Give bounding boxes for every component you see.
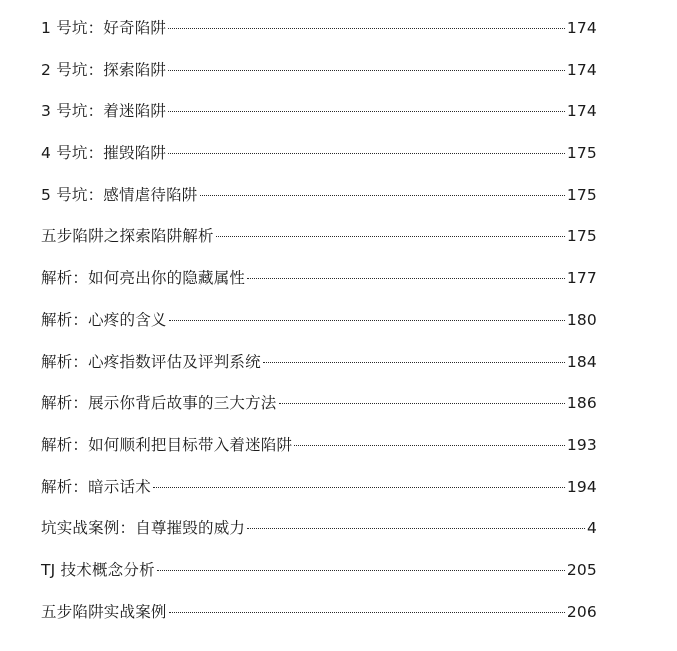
- toc-page-number: 175: [566, 227, 597, 246]
- toc-page-number: 174: [566, 102, 597, 121]
- toc-page-number: 205: [566, 560, 597, 579]
- toc-page-number: 193: [566, 435, 597, 454]
- toc-entry-title: 4 号坑：摧毁陷阱: [41, 144, 167, 163]
- toc-dot-leader: [168, 152, 565, 154]
- toc-dot-leader: [216, 235, 565, 237]
- toc-dot-leader: [157, 569, 565, 571]
- toc-entry-title: 五步陷阱之探索陷阱解析: [41, 227, 214, 246]
- toc-entry-title: 解析：暗示话术: [41, 477, 151, 496]
- toc-dot-leader: [247, 277, 565, 279]
- toc-entry-title: 3 号坑：着迷陷阱: [41, 102, 167, 121]
- table-of-contents: [41, 10, 597, 635]
- toc-entry[interactable]: [41, 135, 597, 177]
- toc-dot-leader: [263, 361, 565, 363]
- toc-dot-leader: [153, 486, 565, 488]
- toc-entry[interactable]: [41, 52, 597, 94]
- toc-entry[interactable]: [41, 302, 597, 344]
- toc-entry[interactable]: [41, 469, 597, 511]
- toc-page-number: 180: [566, 310, 597, 329]
- toc-dot-leader: [279, 402, 565, 404]
- toc-entry[interactable]: [41, 385, 597, 427]
- toc-entry[interactable]: [41, 93, 597, 135]
- toc-dot-leader: [200, 194, 565, 196]
- toc-page-number: 177: [566, 269, 597, 288]
- toc-page-number: 206: [566, 602, 597, 621]
- toc-entry-title: TJ 技术概念分析: [41, 560, 155, 579]
- toc-entry-title: 解析：如何顺利把目标带入着迷陷阱: [41, 435, 293, 454]
- toc-dot-leader: [168, 69, 565, 71]
- toc-page-number: 184: [566, 352, 597, 371]
- toc-entry-title: 解析：心疼的含义: [41, 310, 167, 329]
- toc-entry[interactable]: [41, 427, 597, 469]
- toc-dot-leader: [168, 110, 565, 112]
- toc-entry[interactable]: [41, 218, 597, 260]
- toc-entry[interactable]: [41, 594, 597, 636]
- toc-entry[interactable]: [41, 260, 597, 302]
- toc-page-number: 175: [566, 185, 597, 204]
- toc-entry-title: 五步陷阱实战案例: [41, 602, 167, 621]
- toc-dot-leader: [169, 319, 565, 321]
- toc-entry-title: 1 号坑：好奇陷阱: [41, 19, 167, 37]
- toc-page-number: 4: [586, 519, 597, 538]
- toc-page-number: 174: [566, 19, 597, 37]
- toc-entry[interactable]: [41, 510, 597, 552]
- toc-page-number: 194: [566, 477, 597, 496]
- toc-dot-leader: [247, 527, 585, 529]
- toc-entry[interactable]: [41, 177, 597, 219]
- toc-dot-leader: [169, 611, 565, 613]
- toc-page-number: 186: [566, 394, 597, 413]
- toc-entry-title: 解析：展示你背后故事的三大方法: [41, 394, 277, 413]
- toc-dot-leader: [294, 444, 565, 446]
- toc-entry[interactable]: [41, 344, 597, 386]
- toc-entry-title: 5 号坑：感情虐待陷阱: [41, 185, 198, 204]
- toc-page-number: 174: [566, 60, 597, 79]
- toc-entry[interactable]: [41, 552, 597, 594]
- toc-entry-title: 2 号坑：探索陷阱: [41, 60, 167, 79]
- toc-entry-title: 解析：如何亮出你的隐藏属性: [41, 269, 246, 288]
- toc-entry-title: 坑实战案例：自尊摧毁的威力: [41, 519, 246, 538]
- toc-page-number: 175: [566, 144, 597, 163]
- toc-entry-title: 解析：心疼指数评估及评判系统: [41, 352, 261, 371]
- toc-dot-leader: [168, 27, 565, 29]
- toc-entry[interactable]: [41, 10, 597, 52]
